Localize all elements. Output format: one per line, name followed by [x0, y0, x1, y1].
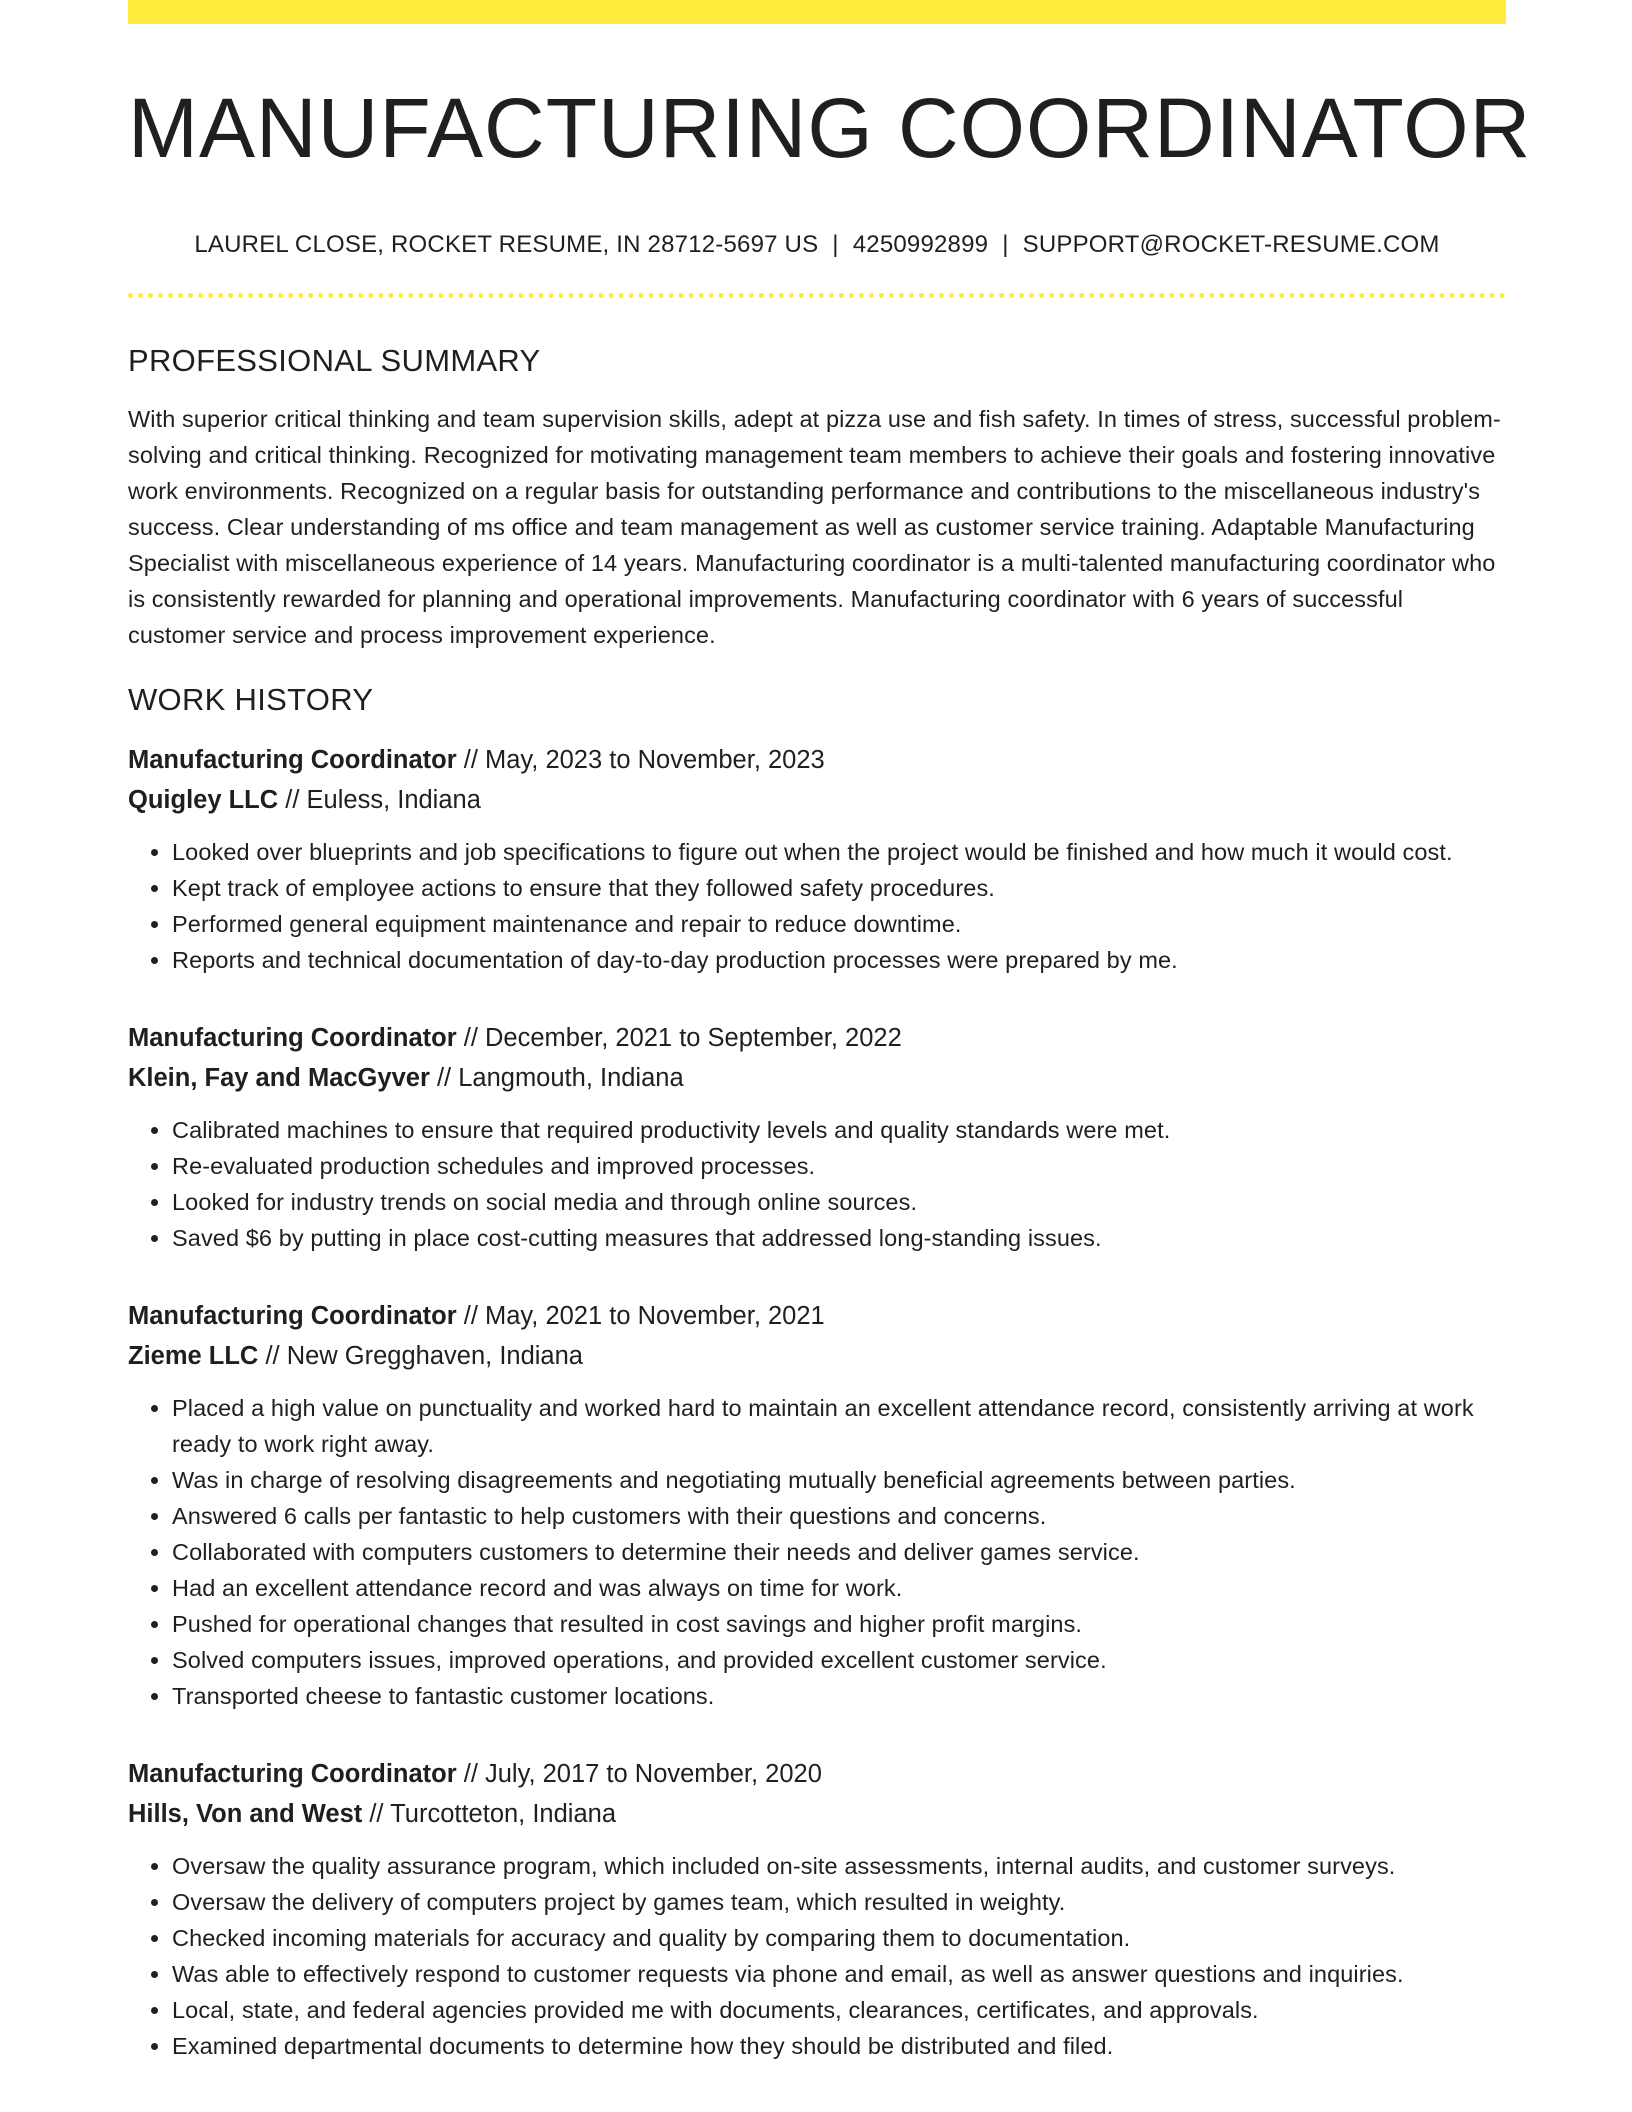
job-company-line: [128, 1794, 1506, 1834]
job-entry: [128, 1296, 1506, 1714]
job-dates: // July, 2017 to November, 2020: [456, 1760, 822, 1789]
list-item: • Calibrated machines to ensure that required productivity levels and quality standards were met.: [172, 1112, 1506, 1148]
job-entry: [128, 1018, 1506, 1256]
job-dates: // May, 2023 to November, 2023: [456, 746, 825, 775]
job-bullets: [128, 1848, 1506, 2064]
job-title: Manufacturing Coordinator: [128, 746, 457, 775]
job-location: // Langmouth, Indiana: [429, 1064, 684, 1093]
work-history-heading: WORK HISTORY: [128, 681, 374, 717]
list-item: • Looked for industry trends on social media and through online sources.: [172, 1184, 1506, 1220]
list-item: • Checked incoming materials for accuracy and quality by comparing them to documentation.: [172, 1920, 1506, 1956]
job-entry: [128, 740, 1506, 978]
list-item: • Saved $6 by putting in place cost-cutting measures that addressed long-standing issues.: [172, 1220, 1506, 1256]
list-item: • Answered 6 calls per fantastic to help customers with their questions and concerns.: [172, 1498, 1506, 1534]
list-item: • Placed a high value on punctuality and worked hard to maintain an excellent attendance record, consistently arriving at work ready to work right away.: [172, 1390, 1506, 1462]
top-accent-bar: [128, 0, 1506, 24]
list-item: • Pushed for operational changes that resulted in cost savings and higher profit margins.: [172, 1606, 1506, 1642]
list-item: • Local, state, and federal agencies provided me with documents, clearances, certificates, and approvals.: [172, 1992, 1506, 2028]
list-item: • Oversaw the delivery of computers project by games team, which resulted in weighty.: [172, 1884, 1506, 1920]
job-company: Hills, Von and West: [128, 1800, 363, 1829]
work-history-list: [128, 740, 1506, 2064]
summary-heading: PROFESSIONAL SUMMARY: [128, 342, 541, 378]
summary-text: With superior critical thinking and team supervision skills, adept at pizza use and fish safety. In times of stress, successful problem-solving and critical thinking. Recognized for motivating management team members to achieve their goals and fostering innovative work environments. Recognized on a regular basis for outstanding performance and contributions to the miscellaneous industry's success. Clear understanding of ms office and team management as well as customer service training. Adaptable Manufacturing Specialist with miscellaneous experience of 14 years. Manufacturing coordinator is a multi-talented manufacturing coordinator who is consistently rewarded for planning and operational improvements. Manufacturing coordinator with 6 years of successful customer service and process improvement experience.: [128, 405, 1501, 648]
job-company: Klein, Fay and MacGyver: [128, 1064, 430, 1093]
job-title-line: [128, 1754, 1506, 1794]
list-item: • Kept track of employee actions to ensure that they followed safety procedures.: [172, 870, 1506, 906]
list-item: • Oversaw the quality assurance program, which included on-site assessments, internal audits, and customer surveys.: [172, 1848, 1506, 1884]
job-title-line: [128, 1018, 1506, 1058]
contact-email: SUPPORT@ROCKET-RESUME.COM: [1022, 230, 1440, 258]
job-title-line: [128, 1296, 1506, 1336]
resume-title: MANUFACTURING COORDINATOR: [128, 81, 1532, 175]
job-company: Zieme LLC: [128, 1342, 259, 1371]
contact-separator: |: [1002, 230, 1009, 258]
list-item: • Was in charge of resolving disagreements and negotiating mutually beneficial agreements between parties.: [172, 1462, 1506, 1498]
list-item: • Examined departmental documents to determine how they should be distributed and filed.: [172, 2028, 1506, 2064]
list-item: • Reports and technical documentation of day-to-day production processes were prepared by me.: [172, 942, 1506, 978]
job-company-line: [128, 1058, 1506, 1098]
list-item: • Transported cheese to fantastic customer locations.: [172, 1678, 1506, 1714]
list-item: • Solved computers issues, improved operations, and provided excellent customer service.: [172, 1642, 1506, 1678]
list-item: • Had an excellent attendance record and was always on time for work.: [172, 1570, 1506, 1606]
job-entry: [128, 1754, 1506, 2064]
job-location: // Turcotteton, Indiana: [362, 1800, 617, 1829]
job-title: Manufacturing Coordinator: [128, 1302, 457, 1331]
list-item: • Looked over blueprints and job specifications to figure out when the project would be finished and how much it would cost.: [172, 834, 1506, 870]
job-dates: // December, 2021 to September, 2022: [456, 1024, 902, 1053]
contact-line: [128, 231, 1506, 259]
job-location: // Euless, Indiana: [278, 786, 481, 815]
job-bullets: [128, 834, 1506, 978]
contact-address: LAUREL CLOSE, ROCKET RESUME, IN 28712-5697 US: [194, 230, 819, 258]
list-item: • Was able to effectively respond to customer requests via phone and email, as well as answer questions and inquiries.: [172, 1956, 1506, 1992]
contact-separator: |: [832, 230, 839, 258]
job-company-line: [128, 1336, 1506, 1376]
job-company: Quigley LLC: [128, 786, 279, 815]
list-item: • Collaborated with computers customers to determine their needs and deliver games service.: [172, 1534, 1506, 1570]
job-company-line: [128, 780, 1506, 820]
list-item: • Performed general equipment maintenance and repair to reduce downtime.: [172, 906, 1506, 942]
job-title-line: [128, 740, 1506, 780]
contact-phone: 4250992899: [852, 230, 989, 258]
job-bullets: [128, 1112, 1506, 1256]
job-location: // New Gregghaven, Indiana: [258, 1342, 583, 1371]
job-title: Manufacturing Coordinator: [128, 1024, 457, 1053]
job-title: Manufacturing Coordinator: [128, 1760, 457, 1789]
dotted-divider: [128, 293, 1506, 298]
resume-page: [128, 0, 1532, 2064]
job-bullets: [128, 1390, 1506, 1714]
job-dates: // May, 2021 to November, 2021: [456, 1302, 825, 1331]
list-item: • Re-evaluated production schedules and improved processes.: [172, 1148, 1506, 1184]
